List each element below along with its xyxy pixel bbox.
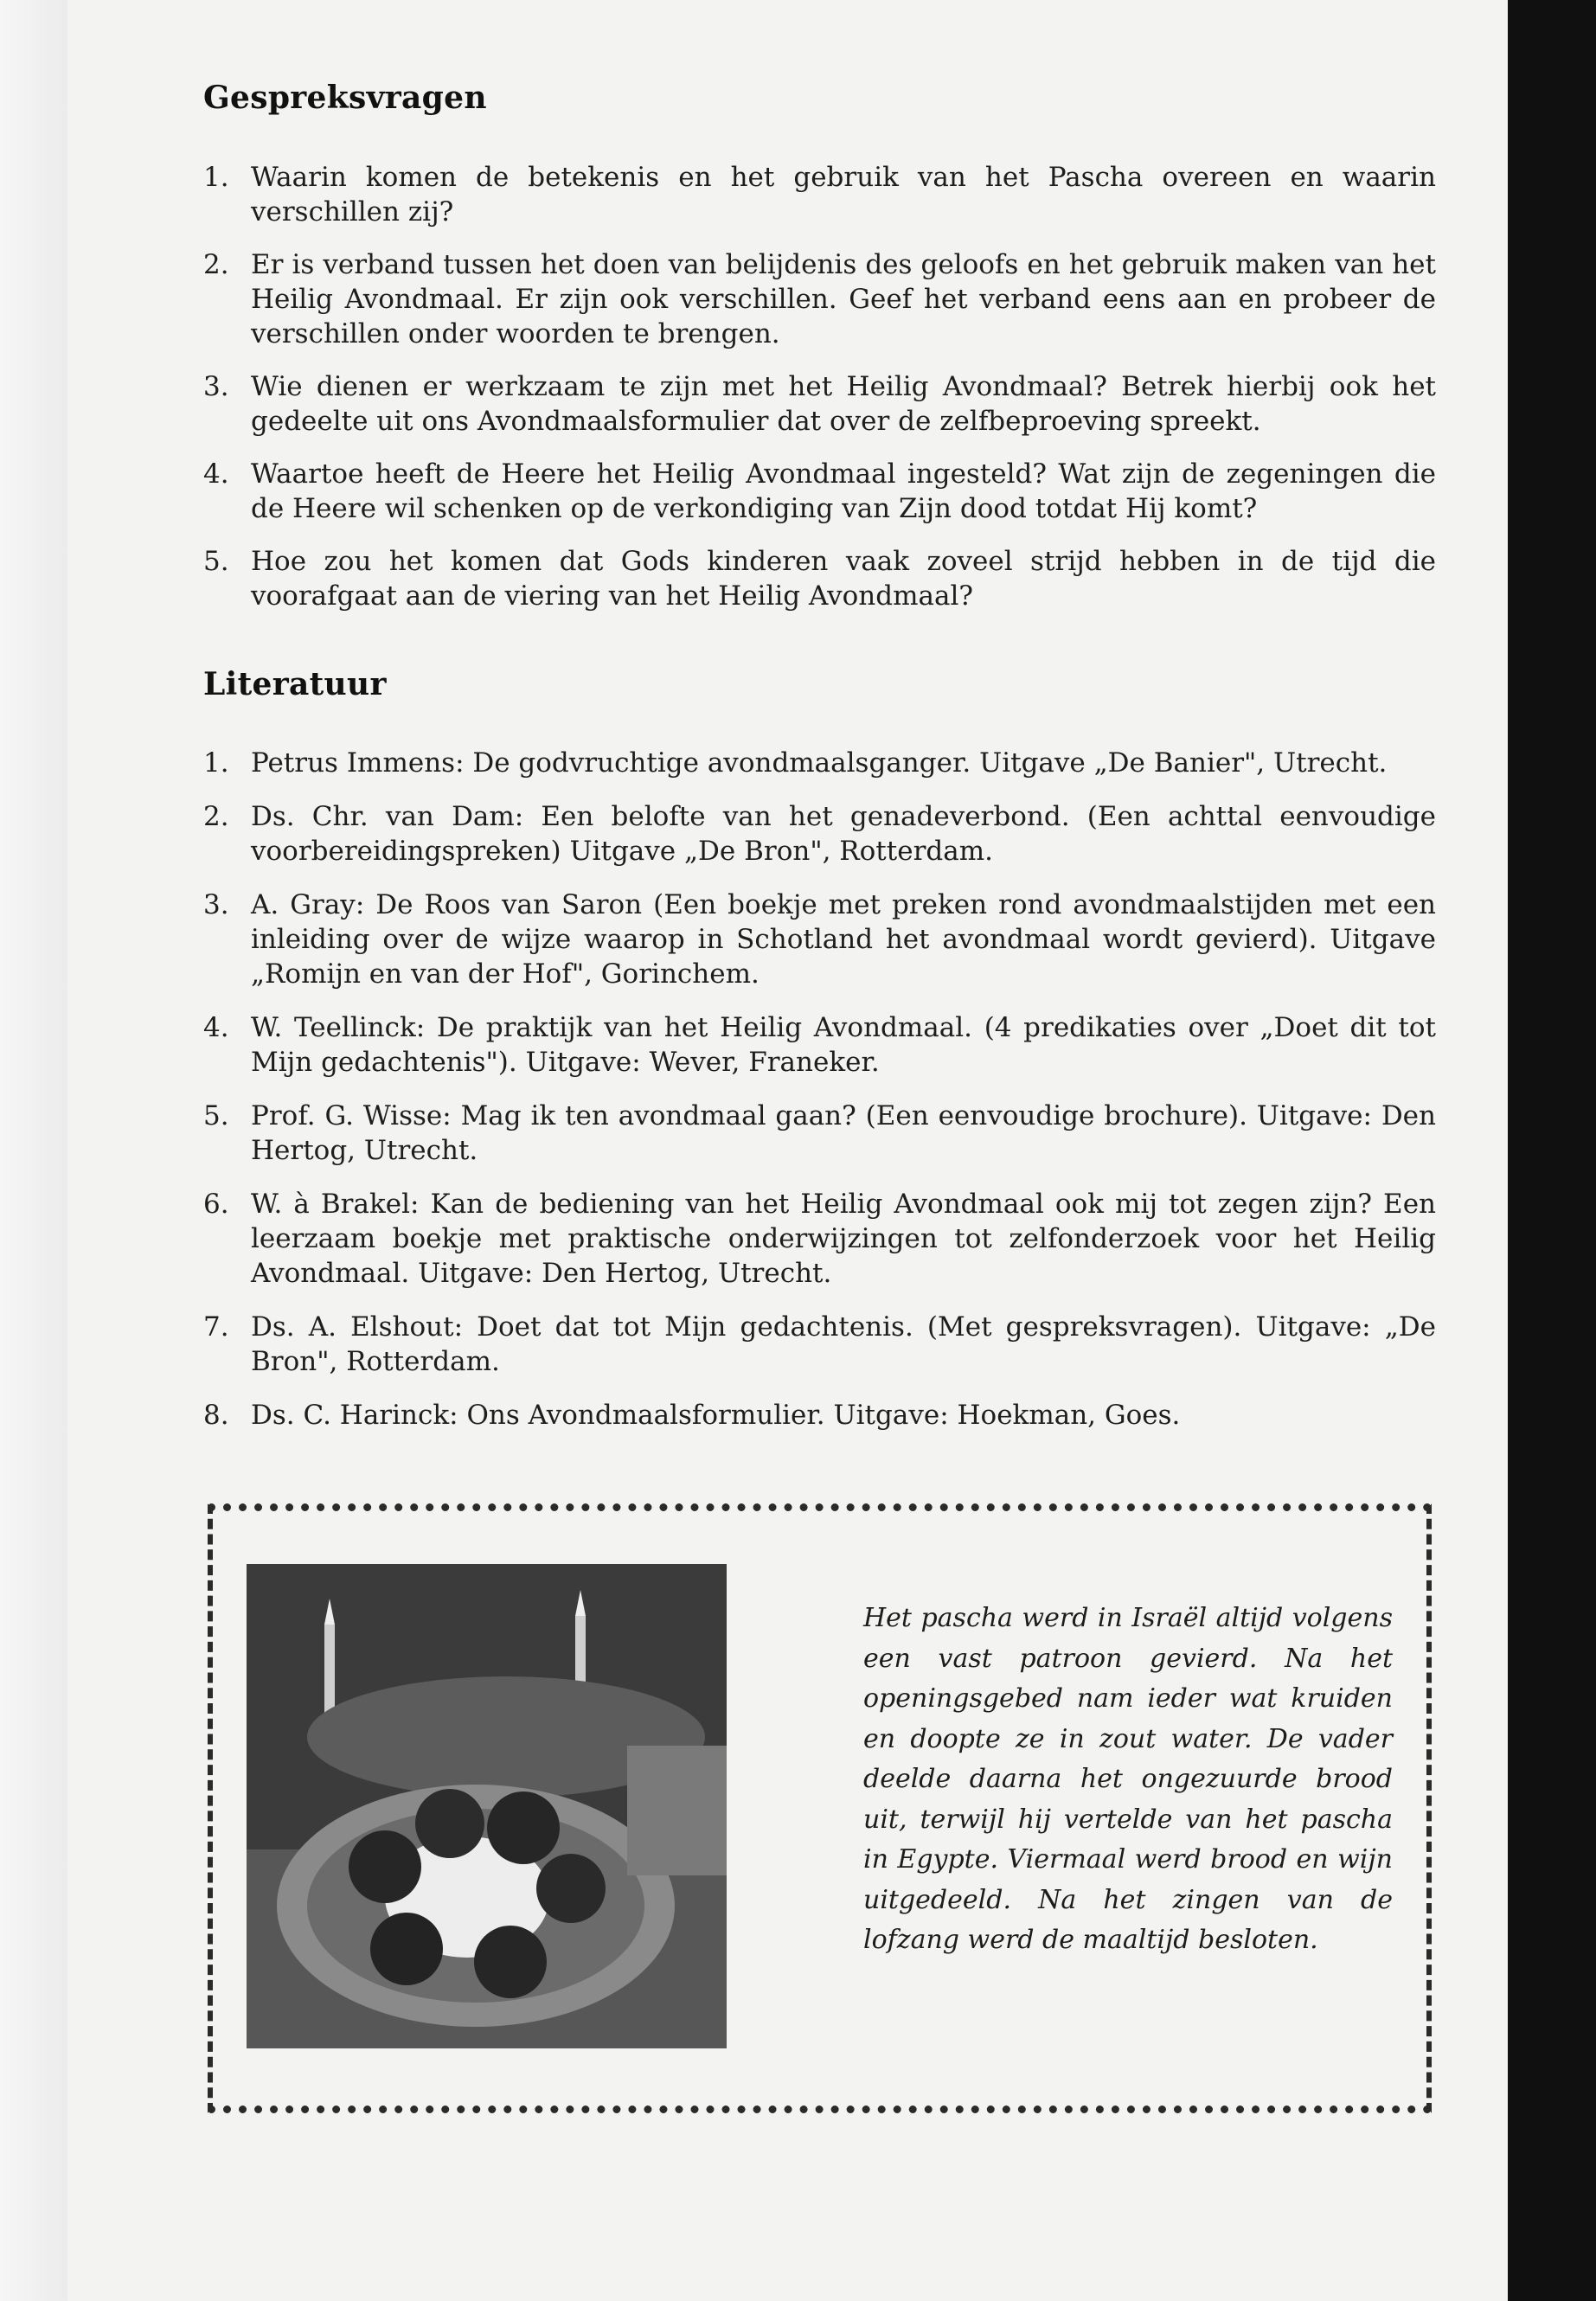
photo-caption: Het pascha werd in Israël altijd volgens een vast patroon gevierd. Na het openingsgebed nam ieder wat kruiden en doopte ze in zout water. De vader deelde daarna het ongezuurde brood uit, terwijl hij vertelde van het pascha in Egypte. Viermaal werd brood en wijn uitgedeeld. Na het zingen van de lofzang werd de maaltijd besloten. [863, 1603, 1393, 1955]
scan-right-edge [1508, 0, 1596, 2301]
passover-table-illustration [247, 1564, 727, 2048]
list-item: 3. A. Gray: De Roos van Saron (Een boekje met preken rond avondmaalstijden met een inleiding over de wijze waarop in Schotland het avondmaal wordt gevierd). Uitgave „Romijn en van der Hof", Gorinchem. [203, 889, 1436, 990]
list-item: 1. Waarin komen de betekenis en het gebruik van het Pascha overeen en waarin verschillen zij? [203, 162, 1436, 228]
list-item: 8. Ds. C. Harinck: Ons Avondmaalsformulier. Uitgave: Hoekman, Goes. [203, 1400, 1181, 1431]
scan-left-margin [0, 0, 67, 2301]
list-item: 2. Ds. Chr. van Dam: Een belofte van het genadeverbond. (Een achttal eenvoudige voorbereidingspreken) Uitgave „De Bron", Rotterdam. [203, 801, 1436, 867]
discussion-questions-list [203, 160, 1436, 631]
list-item: 2. Er is verband tussen het doen van belijdenis des geloofs en het gebruik maken van het Heilig Avondmaal. Er zijn ook verschillen. Geef het verband eens aan en probeer de verschillen onder woorden te brengen. [203, 249, 1436, 349]
list-item: 3. Wie dienen er werkzaam te zijn met het Heilig Avondmaal? Betrek hierbij ook het gedeelte uit ons Avondmaalsformulier dat over de zelfbeproeving spreekt. [203, 371, 1436, 437]
discussion-heading: Gespreksvragen [203, 80, 487, 116]
passover-table-photo [247, 1564, 727, 2048]
list-item: 1. Petrus Immens: De godvruchtige avondmaalsganger. Uitgave „De Banier", Utrecht. [203, 747, 1388, 779]
list-item: 4. W. Teellinck: De praktijk van het Heilig Avondmaal. (4 predikaties over „Doet dit tot Mijn gedachtenis"). Uitgave: Wever, Franeker. [203, 1012, 1436, 1078]
list-item: 6. W. à Brakel: Kan de bediening van het Heilig Avondmaal ook mij tot zegen zijn? Een leerzaam boekje met praktische onderwijzingen tot zelfonderzoek voor het Heilig Avondmaal. Uitgave: Den Hertog, Utrecht. [203, 1189, 1436, 1289]
list-item: 5. Hoe zou het komen dat Gods kinderen vaak zoveel strijd hebben in de tijd die voorafgaat aan de viering van het Heilig Avondmaal? [203, 546, 1436, 612]
list-item: 5. Prof. G. Wisse: Mag ik ten avondmaal gaan? (Een eenvoudige brochure). Uitgave: Den Hertog, Utrecht. [203, 1100, 1436, 1166]
list-item: 7. Ds. A. Elshout: Doet dat tot Mijn gedachtenis. (Met gespreksvragen). Uitgave: „De Bron", Rotterdam. [203, 1311, 1436, 1377]
literature-list [203, 746, 1436, 1452]
literature-heading: Literatuur [203, 666, 387, 702]
list-item: 4. Waartoe heeft de Heere het Heilig Avondmaal ingesteld? Wat zijn de zegeningen die de Heere wil schenken op de verkondiging van Zijn dood totdat Hij komt? [203, 458, 1436, 524]
